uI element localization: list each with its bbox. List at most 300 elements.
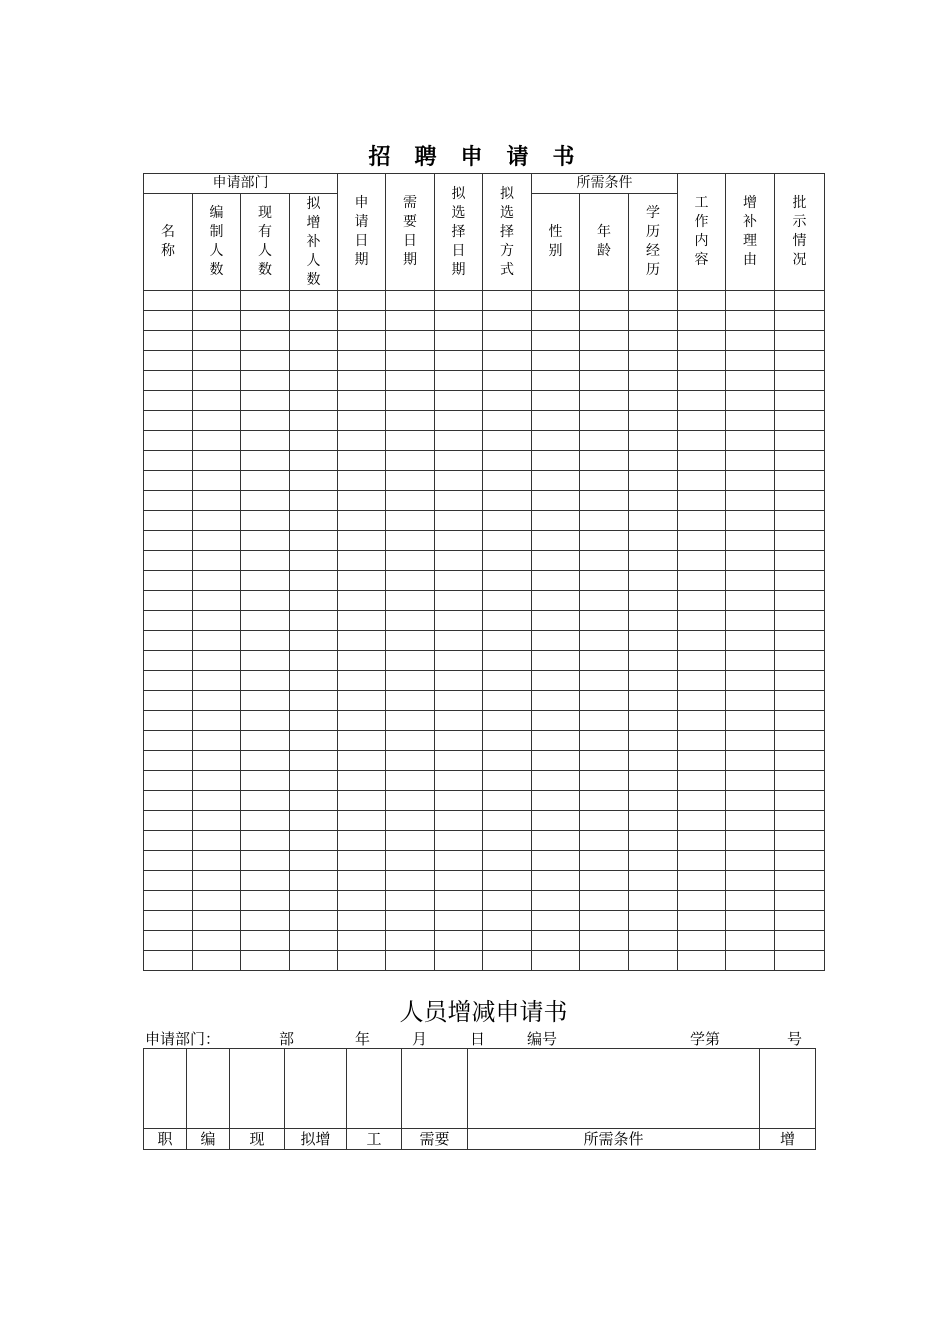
table-cell[interactable] (726, 671, 775, 691)
table-cell[interactable] (144, 351, 193, 371)
table-cell[interactable] (338, 791, 386, 811)
table-cell[interactable] (290, 931, 338, 951)
table-cell[interactable] (678, 431, 726, 451)
table-cell[interactable] (775, 491, 825, 511)
table-cell[interactable] (144, 411, 193, 431)
table-cell[interactable] (386, 511, 435, 531)
table-cell[interactable] (775, 531, 825, 551)
table-cell[interactable] (775, 651, 825, 671)
table-cell[interactable] (144, 831, 193, 851)
table-cell[interactable] (241, 671, 290, 691)
table-cell[interactable] (241, 711, 290, 731)
table-cell[interactable] (193, 811, 241, 831)
table-cell[interactable] (193, 891, 241, 911)
table-cell[interactable] (435, 631, 483, 651)
table-cell[interactable] (726, 791, 775, 811)
table-cell[interactable] (678, 671, 726, 691)
table-cell[interactable] (435, 451, 483, 471)
table-cell[interactable] (629, 731, 678, 751)
table-cell[interactable] (144, 771, 193, 791)
table-cell[interactable] (532, 351, 580, 371)
table-cell[interactable] (386, 911, 435, 931)
table-cell[interactable] (580, 951, 629, 971)
table-cell[interactable] (241, 631, 290, 651)
table-cell[interactable] (726, 631, 775, 651)
table-cell[interactable] (386, 831, 435, 851)
table-cell[interactable] (580, 931, 629, 951)
table-cell[interactable] (678, 491, 726, 511)
table-cell[interactable] (435, 611, 483, 631)
table-cell[interactable] (193, 331, 241, 351)
table-cell[interactable] (678, 371, 726, 391)
table-cell[interactable] (386, 931, 435, 951)
table-cell[interactable] (532, 871, 580, 891)
table-cell[interactable] (726, 811, 775, 831)
table-cell[interactable] (386, 491, 435, 511)
table-cell[interactable] (290, 531, 338, 551)
table-cell[interactable] (483, 571, 532, 591)
table-cell[interactable] (775, 591, 825, 611)
table-cell[interactable] (241, 651, 290, 671)
table-cell[interactable] (580, 551, 629, 571)
table-cell[interactable] (678, 891, 726, 911)
table-cell[interactable] (386, 531, 435, 551)
table-cell[interactable] (532, 651, 580, 671)
table-cell[interactable] (483, 591, 532, 611)
table-cell[interactable] (775, 351, 825, 371)
table-cell[interactable] (386, 811, 435, 831)
table-cell[interactable] (241, 791, 290, 811)
table-cell[interactable] (193, 851, 241, 871)
table-cell[interactable] (678, 631, 726, 651)
table-cell[interactable] (775, 371, 825, 391)
change-cell-2[interactable] (187, 1049, 230, 1129)
table-cell[interactable] (241, 451, 290, 471)
table-cell[interactable] (532, 371, 580, 391)
table-cell[interactable] (435, 731, 483, 751)
table-cell[interactable] (629, 391, 678, 411)
table-cell[interactable] (678, 391, 726, 411)
table-cell[interactable] (193, 291, 241, 311)
table-cell[interactable] (775, 451, 825, 471)
table-cell[interactable] (629, 771, 678, 791)
table-cell[interactable] (338, 371, 386, 391)
table-cell[interactable] (775, 411, 825, 431)
table-cell[interactable] (580, 291, 629, 311)
table-cell[interactable] (580, 451, 629, 471)
table-cell[interactable] (386, 671, 435, 691)
table-cell[interactable] (193, 671, 241, 691)
table-cell[interactable] (290, 391, 338, 411)
table-cell[interactable] (678, 411, 726, 431)
table-cell[interactable] (726, 611, 775, 631)
table-cell[interactable] (483, 331, 532, 351)
table-cell[interactable] (290, 811, 338, 831)
table-cell[interactable] (144, 811, 193, 831)
table-cell[interactable] (435, 551, 483, 571)
table-cell[interactable] (338, 351, 386, 371)
table-cell[interactable] (483, 951, 532, 971)
change-cell-8[interactable] (760, 1049, 816, 1129)
table-cell[interactable] (435, 751, 483, 771)
table-cell[interactable] (629, 571, 678, 591)
table-cell[interactable] (775, 311, 825, 331)
table-cell[interactable] (241, 391, 290, 411)
table-cell[interactable] (241, 851, 290, 871)
table-cell[interactable] (483, 931, 532, 951)
table-cell[interactable] (386, 651, 435, 671)
table-cell[interactable] (386, 291, 435, 311)
table-cell[interactable] (386, 551, 435, 571)
table-cell[interactable] (775, 671, 825, 691)
table-cell[interactable] (435, 891, 483, 911)
table-cell[interactable] (678, 791, 726, 811)
table-cell[interactable] (290, 911, 338, 931)
table-cell[interactable] (580, 571, 629, 591)
table-cell[interactable] (290, 551, 338, 571)
table-cell[interactable] (338, 871, 386, 891)
table-cell[interactable] (144, 631, 193, 651)
table-cell[interactable] (241, 431, 290, 451)
table-cell[interactable] (775, 511, 825, 531)
table-cell[interactable] (678, 931, 726, 951)
table-cell[interactable] (532, 791, 580, 811)
table-cell[interactable] (678, 471, 726, 491)
table-cell[interactable] (193, 691, 241, 711)
table-cell[interactable] (629, 471, 678, 491)
table-cell[interactable] (532, 931, 580, 951)
table-cell[interactable] (580, 811, 629, 831)
table-cell[interactable] (532, 891, 580, 911)
table-cell[interactable] (483, 291, 532, 311)
table-cell[interactable] (629, 451, 678, 471)
table-cell[interactable] (483, 851, 532, 871)
table-cell[interactable] (241, 811, 290, 831)
table-cell[interactable] (435, 391, 483, 411)
change-cell-6[interactable] (402, 1049, 468, 1129)
table-cell[interactable] (580, 611, 629, 631)
table-cell[interactable] (435, 571, 483, 591)
table-cell[interactable] (193, 511, 241, 531)
table-cell[interactable] (241, 951, 290, 971)
table-cell[interactable] (483, 311, 532, 331)
table-cell[interactable] (290, 771, 338, 791)
table-cell[interactable] (338, 931, 386, 951)
table-cell[interactable] (483, 771, 532, 791)
table-cell[interactable] (241, 551, 290, 571)
table-cell[interactable] (483, 631, 532, 651)
table-cell[interactable] (290, 591, 338, 611)
table-cell[interactable] (144, 551, 193, 571)
table-cell[interactable] (629, 931, 678, 951)
table-cell[interactable] (629, 291, 678, 311)
table-cell[interactable] (144, 791, 193, 811)
table-cell[interactable] (193, 731, 241, 751)
table-cell[interactable] (726, 511, 775, 531)
table-cell[interactable] (580, 831, 629, 851)
table-cell[interactable] (629, 631, 678, 651)
table-cell[interactable] (678, 351, 726, 371)
table-cell[interactable] (532, 511, 580, 531)
table-cell[interactable] (629, 511, 678, 531)
table-cell[interactable] (193, 751, 241, 771)
table-cell[interactable] (144, 371, 193, 391)
table-cell[interactable] (241, 891, 290, 911)
table-cell[interactable] (580, 411, 629, 431)
table-cell[interactable] (290, 631, 338, 651)
table-cell[interactable] (775, 931, 825, 951)
table-cell[interactable] (532, 851, 580, 871)
table-cell[interactable] (338, 831, 386, 851)
table-cell[interactable] (144, 571, 193, 591)
table-cell[interactable] (241, 331, 290, 351)
table-cell[interactable] (241, 611, 290, 631)
table-cell[interactable] (678, 551, 726, 571)
table-cell[interactable] (775, 751, 825, 771)
table-cell[interactable] (338, 891, 386, 911)
table-cell[interactable] (678, 811, 726, 831)
table-cell[interactable] (532, 451, 580, 471)
table-cell[interactable] (629, 491, 678, 511)
table-cell[interactable] (290, 511, 338, 531)
table-cell[interactable] (678, 291, 726, 311)
table-cell[interactable] (435, 371, 483, 391)
table-cell[interactable] (726, 471, 775, 491)
table-cell[interactable] (532, 691, 580, 711)
table-cell[interactable] (775, 631, 825, 651)
table-cell[interactable] (144, 391, 193, 411)
table-cell[interactable] (483, 651, 532, 671)
table-cell[interactable] (726, 371, 775, 391)
table-cell[interactable] (193, 651, 241, 671)
table-cell[interactable] (483, 471, 532, 491)
table-cell[interactable] (338, 651, 386, 671)
table-cell[interactable] (726, 831, 775, 851)
table-cell[interactable] (338, 411, 386, 431)
table-cell[interactable] (193, 631, 241, 651)
table-cell[interactable] (290, 471, 338, 491)
table-cell[interactable] (580, 891, 629, 911)
table-cell[interactable] (386, 371, 435, 391)
table-cell[interactable] (532, 531, 580, 551)
table-cell[interactable] (386, 891, 435, 911)
table-cell[interactable] (483, 531, 532, 551)
change-cell-1[interactable] (144, 1049, 187, 1129)
table-cell[interactable] (193, 871, 241, 891)
table-cell[interactable] (435, 931, 483, 951)
table-cell[interactable] (338, 431, 386, 451)
table-cell[interactable] (386, 391, 435, 411)
table-cell[interactable] (386, 631, 435, 651)
table-cell[interactable] (144, 431, 193, 451)
table-cell[interactable] (193, 491, 241, 511)
table-cell[interactable] (338, 711, 386, 731)
table-cell[interactable] (775, 731, 825, 751)
table-cell[interactable] (193, 371, 241, 391)
table-cell[interactable] (483, 891, 532, 911)
table-cell[interactable] (726, 411, 775, 431)
table-cell[interactable] (726, 931, 775, 951)
table-cell[interactable] (580, 311, 629, 331)
table-cell[interactable] (580, 711, 629, 731)
table-cell[interactable] (193, 391, 241, 411)
table-cell[interactable] (386, 691, 435, 711)
table-cell[interactable] (290, 311, 338, 331)
table-cell[interactable] (241, 831, 290, 851)
table-cell[interactable] (726, 551, 775, 571)
table-cell[interactable] (483, 831, 532, 851)
table-cell[interactable] (435, 591, 483, 611)
table-cell[interactable] (483, 511, 532, 531)
table-cell[interactable] (435, 471, 483, 491)
table-cell[interactable] (726, 311, 775, 331)
table-cell[interactable] (290, 791, 338, 811)
table-cell[interactable] (678, 731, 726, 751)
table-cell[interactable] (532, 551, 580, 571)
table-cell[interactable] (483, 611, 532, 631)
table-cell[interactable] (629, 351, 678, 371)
table-cell[interactable] (338, 571, 386, 591)
table-cell[interactable] (629, 531, 678, 551)
table-cell[interactable] (290, 851, 338, 871)
table-cell[interactable] (483, 411, 532, 431)
change-cell-5[interactable] (347, 1049, 402, 1129)
table-cell[interactable] (580, 491, 629, 511)
table-cell[interactable] (435, 351, 483, 371)
table-cell[interactable] (290, 491, 338, 511)
table-cell[interactable] (338, 811, 386, 831)
table-cell[interactable] (435, 851, 483, 871)
table-cell[interactable] (338, 331, 386, 351)
table-cell[interactable] (386, 791, 435, 811)
table-cell[interactable] (338, 511, 386, 531)
table-cell[interactable] (726, 391, 775, 411)
table-cell[interactable] (532, 591, 580, 611)
table-cell[interactable] (532, 331, 580, 351)
table-cell[interactable] (483, 491, 532, 511)
table-cell[interactable] (629, 751, 678, 771)
table-cell[interactable] (678, 951, 726, 971)
table-cell[interactable] (144, 491, 193, 511)
table-cell[interactable] (241, 471, 290, 491)
table-cell[interactable] (532, 411, 580, 431)
table-cell[interactable] (483, 671, 532, 691)
table-cell[interactable] (726, 731, 775, 751)
table-cell[interactable] (580, 471, 629, 491)
table-cell[interactable] (483, 811, 532, 831)
table-cell[interactable] (775, 851, 825, 871)
table-cell[interactable] (678, 311, 726, 331)
table-cell[interactable] (290, 691, 338, 711)
table-cell[interactable] (775, 811, 825, 831)
table-cell[interactable] (386, 951, 435, 971)
table-cell[interactable] (193, 831, 241, 851)
table-cell[interactable] (532, 311, 580, 331)
table-cell[interactable] (386, 751, 435, 771)
table-cell[interactable] (726, 851, 775, 871)
table-cell[interactable] (726, 891, 775, 911)
table-cell[interactable] (338, 691, 386, 711)
table-cell[interactable] (678, 591, 726, 611)
table-cell[interactable] (338, 631, 386, 651)
table-cell[interactable] (241, 871, 290, 891)
table-cell[interactable] (726, 331, 775, 351)
table-cell[interactable] (775, 911, 825, 931)
table-cell[interactable] (629, 851, 678, 871)
change-cell-7[interactable] (468, 1049, 760, 1129)
table-cell[interactable] (532, 571, 580, 591)
table-cell[interactable] (435, 311, 483, 331)
table-cell[interactable] (435, 511, 483, 531)
table-cell[interactable] (580, 531, 629, 551)
table-cell[interactable] (580, 671, 629, 691)
table-cell[interactable] (290, 711, 338, 731)
table-cell[interactable] (532, 471, 580, 491)
table-cell[interactable] (386, 311, 435, 331)
table-cell[interactable] (678, 531, 726, 551)
table-cell[interactable] (193, 711, 241, 731)
table-cell[interactable] (193, 351, 241, 371)
table-cell[interactable] (678, 651, 726, 671)
table-cell[interactable] (435, 951, 483, 971)
table-cell[interactable] (386, 471, 435, 491)
table-cell[interactable] (290, 291, 338, 311)
table-cell[interactable] (435, 531, 483, 551)
table-cell[interactable] (338, 391, 386, 411)
table-cell[interactable] (290, 331, 338, 351)
table-cell[interactable] (193, 311, 241, 331)
table-cell[interactable] (532, 951, 580, 971)
table-cell[interactable] (532, 431, 580, 451)
table-cell[interactable] (386, 871, 435, 891)
table-cell[interactable] (629, 611, 678, 631)
table-cell[interactable] (144, 311, 193, 331)
table-cell[interactable] (338, 471, 386, 491)
table-cell[interactable] (241, 931, 290, 951)
table-cell[interactable] (338, 591, 386, 611)
table-cell[interactable] (483, 451, 532, 471)
table-cell[interactable] (290, 871, 338, 891)
table-cell[interactable] (193, 771, 241, 791)
table-cell[interactable] (386, 731, 435, 751)
table-cell[interactable] (144, 891, 193, 911)
table-cell[interactable] (483, 731, 532, 751)
table-cell[interactable] (241, 311, 290, 331)
table-cell[interactable] (483, 391, 532, 411)
table-cell[interactable] (338, 291, 386, 311)
table-cell[interactable] (775, 571, 825, 591)
table-cell[interactable] (629, 791, 678, 811)
table-cell[interactable] (483, 791, 532, 811)
table-cell[interactable] (435, 911, 483, 931)
table-cell[interactable] (532, 731, 580, 751)
table-cell[interactable] (580, 731, 629, 751)
table-cell[interactable] (726, 351, 775, 371)
table-cell[interactable] (338, 911, 386, 931)
table-cell[interactable] (678, 751, 726, 771)
table-cell[interactable] (775, 611, 825, 631)
table-cell[interactable] (386, 711, 435, 731)
table-cell[interactable] (338, 451, 386, 471)
table-cell[interactable] (532, 831, 580, 851)
table-cell[interactable] (290, 411, 338, 431)
table-cell[interactable] (483, 691, 532, 711)
table-cell[interactable] (532, 631, 580, 651)
table-cell[interactable] (435, 711, 483, 731)
table-cell[interactable] (580, 771, 629, 791)
table-cell[interactable] (144, 531, 193, 551)
table-cell[interactable] (629, 811, 678, 831)
